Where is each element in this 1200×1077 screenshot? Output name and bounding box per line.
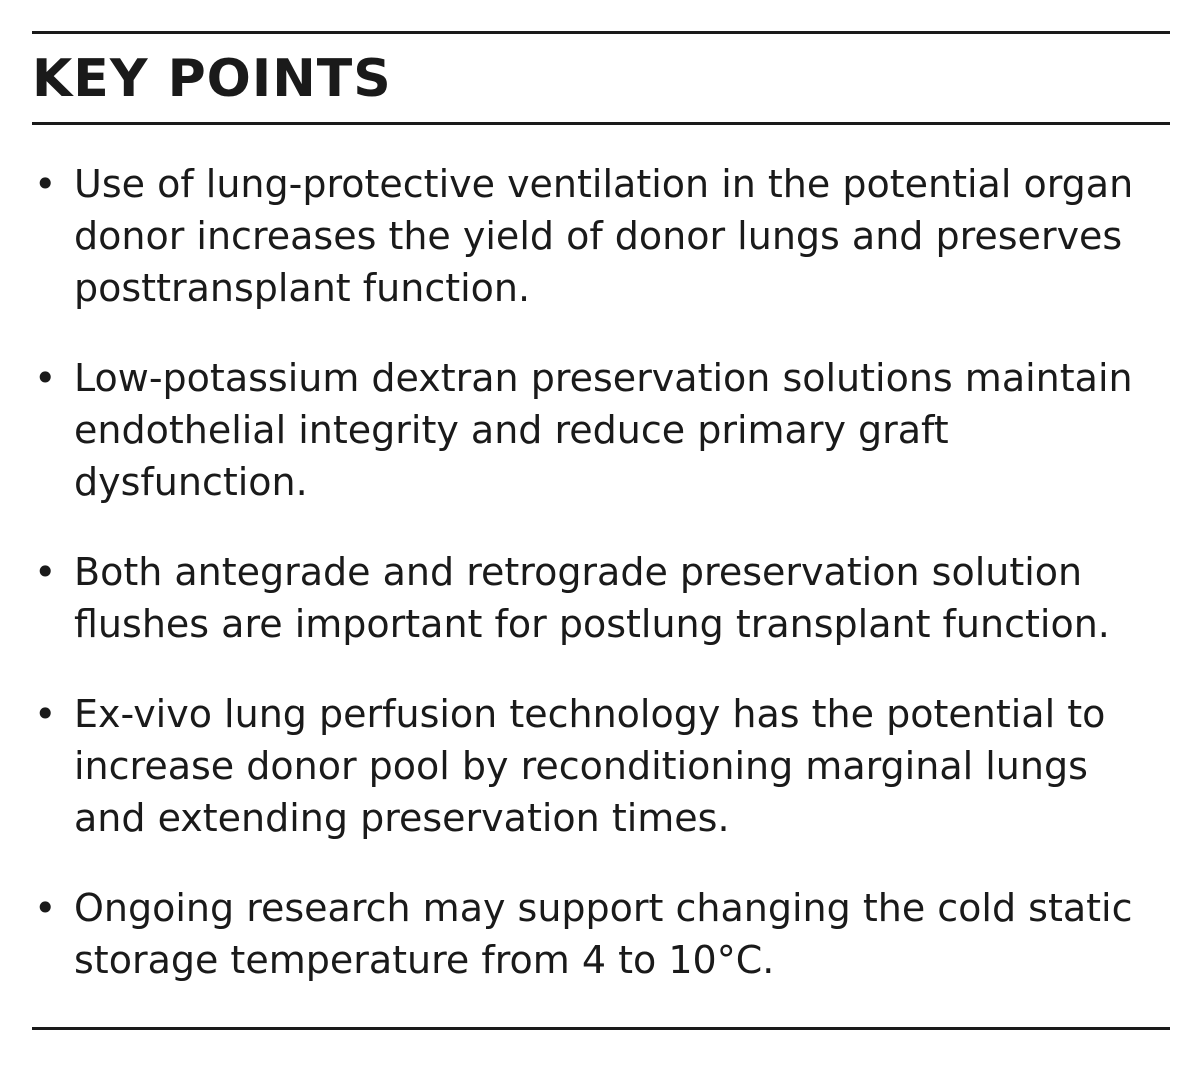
list-item	[32, 158, 1170, 314]
bullet-icon: •	[34, 356, 57, 400]
point-text: Both antegrade and retrograde preservation solution flushes are important for postlung transplant function.	[74, 550, 1110, 646]
bullet-icon: •	[34, 550, 57, 594]
point-text: Low-potassium dextran preservation solutions maintain endothelial integrity and reduce primary graft dysfunction.	[74, 356, 1133, 504]
point-text: Ongoing research may support changing the cold static storage temperature from 4 to 10°C.	[74, 886, 1133, 982]
list-item	[32, 882, 1170, 986]
list-item	[32, 352, 1170, 508]
bullet-icon: •	[34, 886, 57, 930]
key-points-heading: KEY POINTS	[32, 49, 392, 109]
key-points-list	[32, 158, 1170, 1024]
list-item	[32, 546, 1170, 650]
bottom-rule	[32, 1027, 1170, 1030]
point-text: Ex-vivo lung perfusion technology has the potential to increase donor pool by reconditioning marginal lungs and extending preservation times.	[74, 692, 1106, 840]
list-item	[32, 688, 1170, 844]
bullet-icon: •	[34, 692, 57, 736]
bullet-icon: •	[34, 162, 57, 206]
point-text: Use of lung-protective ventilation in the potential organ donor increases the yield of donor lungs and preserves posttransplant function.	[74, 162, 1134, 310]
top-rule	[32, 31, 1170, 34]
heading-rule	[32, 122, 1170, 125]
key-points-box	[32, 0, 1170, 1077]
